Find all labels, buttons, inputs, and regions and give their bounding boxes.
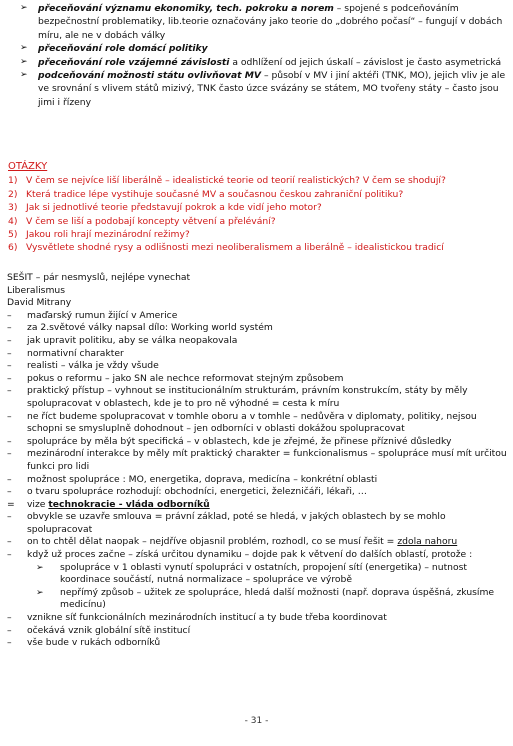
arrow-bullet-icon: ➢ bbox=[20, 3, 28, 13]
sub-list-item: ➢ nepřímý způsob – užitek ze spolupráce, hledá další možnosti (např. doprava úspěšná, zkusíme medicínu) bbox=[36, 586, 495, 611]
question-item: 6) Vysvětlete shodné rysy a odlišnosti mezi neoliberalismem a liberálně – idealistickou tradicí bbox=[8, 242, 444, 254]
dash-bullet: – bbox=[7, 309, 12, 321]
sub-list-item: ➢ spolupráce v 1 oblasti vynutí spolupráci v ostatních, propojení sítí (energetika) – nutnost koordinace součástí, nutná normalizace – spolupráce ve výrobě bbox=[36, 561, 468, 586]
question-item: 2) Která tradice lépe vystihuje současné MV a současnou českou zahraniční politiku? bbox=[8, 188, 404, 200]
arrow-bullet-icon: ➢ bbox=[20, 70, 28, 81]
bold-text: přeceňování role vzájemné závislosti bbox=[38, 56, 230, 68]
list-item: – pokus o reformu – jako SN ale nechce reformovat stejným způsobem bbox=[7, 372, 344, 384]
arrow-bullet-icon: ➢ bbox=[20, 43, 28, 54]
question-item: 5) Jakou roli hrají mezinárodní režimy? bbox=[8, 229, 190, 241]
dash-bullet: – bbox=[7, 637, 12, 649]
question-item: 1) V čem se nejvíce liší liberálně – idealistické teorie od teorií realistických? V čem se shodují? bbox=[8, 175, 446, 187]
arrow-bullet-icon: ➢ bbox=[36, 587, 44, 598]
dash-bullet: – bbox=[7, 624, 12, 636]
dash-bullet: – bbox=[7, 549, 12, 561]
page-number: - 31 - bbox=[244, 716, 269, 726]
dash-bullet: – bbox=[7, 473, 12, 485]
list-item: – maďarský rumun žijící v Americe bbox=[7, 309, 178, 321]
list-item: ➢ podceňování možnosti státu ovlivňovat MV – působí v MV i jiní aktéři (TNK, MO), jejich vliv je ale ve srovnání s vlivem států mizivý, TNK často úzce svázány se státem, MO tvořeny státy – často jsou jimi i řízeny bbox=[10, 69, 506, 109]
underlined-bold-text: technokracie - vláda odborníků bbox=[48, 498, 210, 510]
questions-heading: OTÁZKY bbox=[8, 161, 48, 172]
list-item: – vznikne síť funkcionálních mezinárodních institucí a ty bude třeba koordinovat bbox=[7, 612, 387, 624]
arrow-bullet-icon: ➢ bbox=[36, 562, 44, 573]
notes-section bbox=[6, 272, 508, 650]
list-item: ➢ přeceňování významu ekonomiky, tech. pokroku a norem – spojené s podceňováním bezpečnostní problematiky, lib.teorie označovány jako teorie do „dobrého počasí“ – fungují v dobách míru, ale ne v dobách války bbox=[10, 2, 506, 42]
question-item: 4) V čem se liší a podobají koncepty větvení a přelévání? bbox=[8, 215, 276, 227]
dash-bullet: – bbox=[7, 410, 12, 422]
top-bullet-list bbox=[10, 2, 506, 109]
list-item: – spolupráce by měla být specifická – v oblastech, kde je zřejmé, že přinese příznivé důsledky bbox=[7, 435, 452, 447]
bold-text: přeceňování významu ekonomiky, tech. pokroku a norem bbox=[38, 3, 334, 14]
list-item bbox=[10, 42, 506, 55]
notes-heading: Liberalismus bbox=[7, 284, 66, 296]
notes-author: David Mitrany bbox=[7, 297, 72, 309]
list-item-vize: = vize technokracie - vláda odborníků bbox=[7, 498, 210, 510]
list-item: – vše bude v rukách odborníků bbox=[7, 637, 161, 649]
list-item: – o tvaru spolupráce rozhodují: obchodníci, energetici, železničáři, lékaři, … bbox=[7, 486, 367, 498]
list-item: – mezinárodní interakce by měly mít praktický charakter = funkcionalismus – spolupráce musí mít určitou funkci pro lidi bbox=[7, 448, 507, 472]
underlined-text: zdola nahoru bbox=[397, 536, 458, 548]
list-item: – obvykle se uzavře smlouva = právní základ, poté se hledá, v jakých oblastech by se mohlo spolupracovat bbox=[7, 511, 446, 535]
questions-section bbox=[8, 160, 508, 255]
dash-bullet: – bbox=[7, 372, 12, 384]
list-item: – praktický přístup – vyhnout se institucionálním strukturám, právním konstrukcím, státy by měly spolupracovat v oblastech, kde je to pro ně výhodné = cesta k míru bbox=[7, 385, 468, 409]
bold-text: podceňování možnosti státu ovlivňovat MV bbox=[38, 70, 262, 82]
list-item: – ne říct budeme spolupracovat v tomhle oboru a v tomhle – nedůvěra v diplomaty, politiky, nejsou schopni se smysluplně dohodnout – jen odborníci v oblasti dokážou spolupracovat bbox=[7, 410, 477, 435]
list-item: – on to chtěl dělat naopak – nejdříve objasnil problém, rozhodl, co se musí řešit = zdola nahoru bbox=[7, 536, 458, 548]
list-item: – za 2.světové války napsal dílo: Working world systém bbox=[7, 322, 273, 334]
dash-bullet: – bbox=[7, 334, 12, 346]
dash-bullet: – bbox=[7, 385, 12, 397]
dash-bullet: – bbox=[7, 612, 12, 624]
dash-bullet: – bbox=[7, 511, 12, 523]
dash-bullet: – bbox=[7, 536, 12, 548]
dash-bullet: – bbox=[7, 322, 12, 334]
bold-text: přeceňování role domácí politiky bbox=[38, 43, 208, 55]
dash-bullet: – bbox=[7, 347, 12, 359]
list-item: – realisti – válka je vždy všude bbox=[7, 360, 159, 372]
list-item: – normativní charakter bbox=[7, 347, 124, 359]
question-item: 3) Jak si jednotlivé teorie představují pokrok a kde vidí jeho motor? bbox=[8, 202, 322, 214]
list-item: – možnost spolupráce : MO, energetika, doprava, medicína – konkrétní oblasti bbox=[7, 473, 378, 485]
list-item: ➢ přeceňování role vzájemné závislosti a odhlížení od jejich úskalí – závislost je často asymetrická bbox=[10, 56, 506, 69]
dash-bullet: – bbox=[7, 435, 12, 447]
notes-line: SEŠIT – pár nesmyslů, nejlépe vynechat bbox=[7, 272, 191, 283]
equals-bullet: = bbox=[7, 498, 15, 510]
dash-bullet: – bbox=[7, 486, 12, 498]
list-item: – očekává vznik globální sítě institucí bbox=[7, 624, 191, 636]
list-item: – jak upravit politiku, aby se válka neopakovala bbox=[7, 334, 238, 346]
dash-bullet: – bbox=[7, 360, 12, 372]
list-item: – když už proces začne – získá určitou dynamiku – dojde pak k větvení do dalších oblastí, protože : bbox=[7, 549, 473, 561]
dash-bullet: – bbox=[7, 448, 12, 460]
arrow-bullet-icon: ➢ bbox=[20, 56, 28, 67]
